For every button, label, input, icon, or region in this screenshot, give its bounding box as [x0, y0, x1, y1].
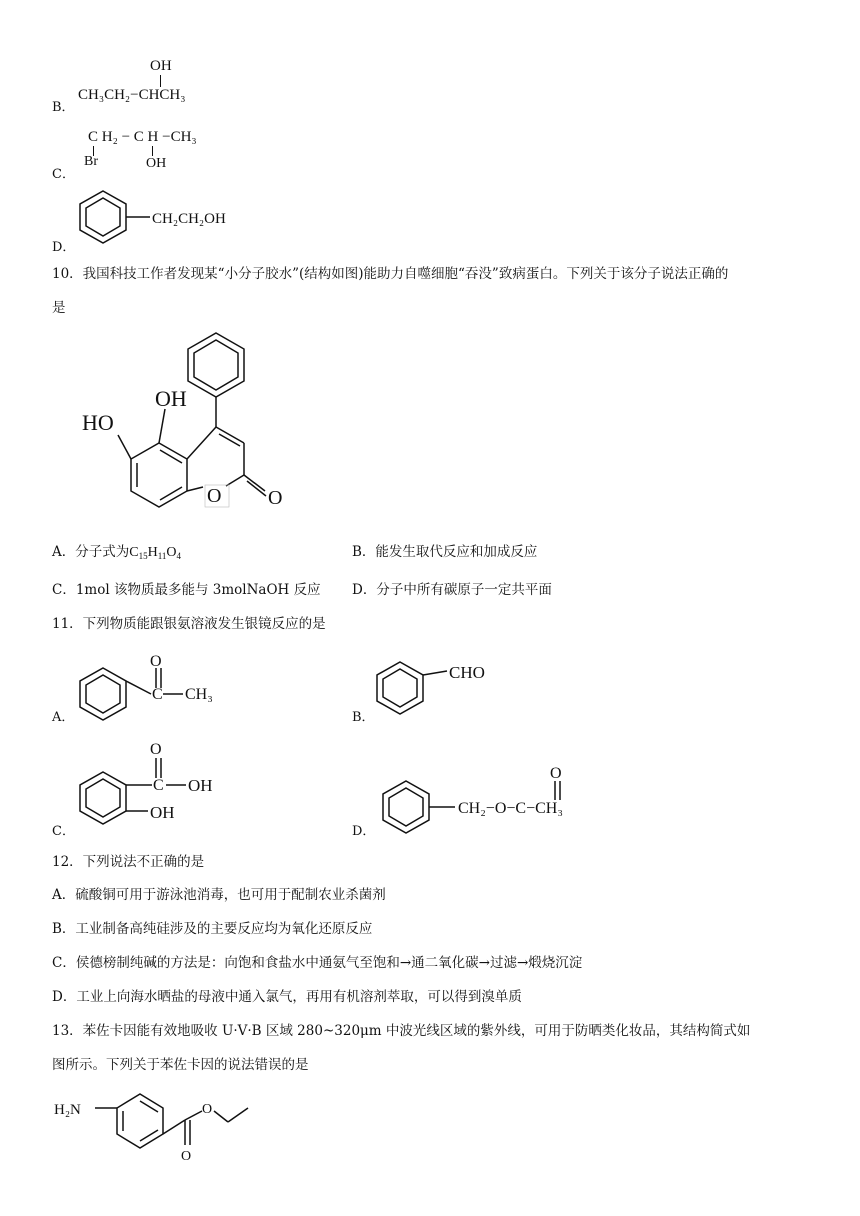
q11-a-ch3: CH₃ — [185, 686, 213, 703]
q9-option-b-structure: CH₃CH₂−CHCH₃ — [78, 87, 186, 103]
q12-option-d: D．工业上向海水晒盐的母液中通入氯气，再用有机溶剂萃取，可以得到溴单质 — [52, 989, 522, 1005]
q11-option-c-label: C． — [52, 824, 75, 839]
q12-option-c: C．侯德榜制纯碱的方法是：向饱和食盐水中通氨气至饱和→通二氧化碳→过滤→煅烧沉淀 — [52, 955, 583, 971]
q10-formula: $C_{15}H_{11}O_4$ — [129, 545, 182, 561]
q10-option-a-text: A．分子式为 — [52, 544, 130, 560]
q11-option-a-label: A． — [52, 710, 75, 725]
q9-option-b-label: B． — [52, 100, 75, 115]
q11-c-oh-phenol: OH — [150, 803, 175, 822]
q11-c-o: O — [150, 741, 162, 758]
q13-label-h2n: H₂N — [54, 1102, 81, 1118]
q11-a-o: O — [150, 653, 162, 670]
q10-stem-line2: 是 — [52, 300, 66, 316]
q9-option-c-label: C． — [52, 167, 75, 182]
q9-option-c-oh: OH — [146, 156, 167, 171]
q10-label-ring-o: O — [207, 485, 222, 507]
q10-stem-line1: 10．我国科技工作者发现某“小分子胶水”(结构如图)能助力自噬细胞“吞没”致病蛋白。下列关于该分子说法正确的 — [52, 266, 729, 282]
q12-stem: 12．下列说法不正确的是 — [52, 854, 205, 870]
q13-label-carbonyl-o: O — [181, 1149, 192, 1164]
q11-b-cho: CHO — [449, 663, 485, 682]
q11-c-oh-carboxyl: OH — [188, 776, 213, 795]
q9-option-c-br: Br — [84, 154, 98, 169]
q10-option-d: D．分子中所有碳原子一定共平面 — [352, 582, 552, 598]
q9-option-d-substituent: CH₂CH₂OH — [152, 211, 226, 227]
q9-option-c-structure: C H₂ − C H −CH₃ — [88, 129, 197, 145]
q10-option-c: C．1mol 该物质最多能与 3molNaOH 反应 — [52, 582, 321, 598]
q11-d-chain: CH₂−O−C−CH₃ — [458, 800, 563, 817]
q9-option-b-oh: OH — [150, 58, 172, 74]
q11-d-o: O — [550, 765, 562, 782]
q11-option-d-label: D． — [352, 824, 376, 839]
q11-option-b-label: B． — [352, 710, 375, 725]
q13-stem-line1: 13．苯佐卡因能有效地吸收 U·V·B 区域 280~320μm 中波光线区域的紫外线，可用于防晒类化妆品，其结构简式如 — [52, 1023, 751, 1039]
q13-label-ester-o: O — [202, 1102, 213, 1117]
q9-option-d-label: D． — [52, 240, 76, 255]
q10-label-oh: OH — [155, 386, 187, 411]
svg-text:C: C — [152, 686, 163, 703]
q13-stem-line2: 图所示。下列关于苯佐卡因的说法错误的是 — [52, 1057, 309, 1073]
q12-option-a: A．硫酸铜可用于游泳池消毒，也可用于配制农业杀菌剂 — [52, 887, 386, 903]
q10-option-b: B．能发生取代反应和加成反应 — [352, 544, 538, 560]
q10-label-ho: HO — [82, 410, 114, 435]
svg-text:C: C — [153, 777, 164, 794]
q12-option-b: B．工业制备高纯硅涉及的主要反应均为氧化还原反应 — [52, 921, 373, 937]
q11-stem: 11．下列物质能跟银氨溶液发生银镜反应的是 — [52, 616, 326, 632]
q10-label-carbonyl-o: O — [268, 487, 283, 509]
